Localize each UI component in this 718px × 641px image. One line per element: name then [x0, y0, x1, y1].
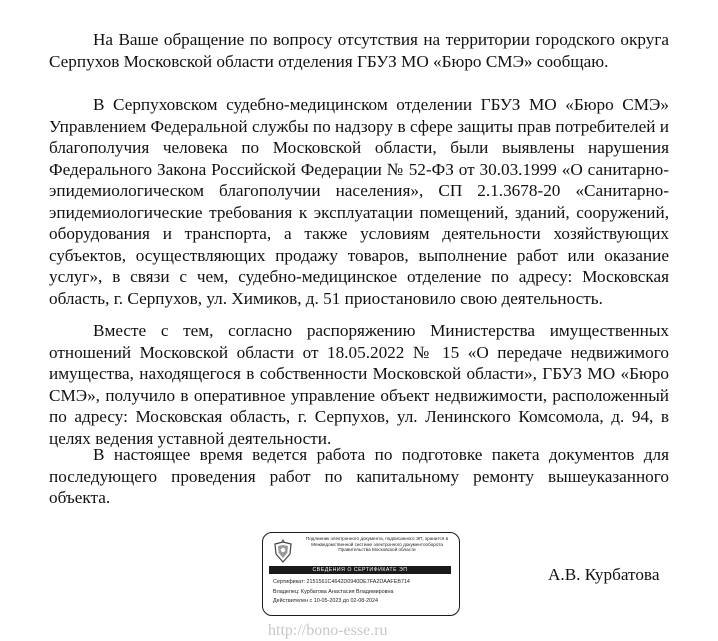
signer-name: А.В. Курбатова: [548, 565, 660, 584]
electronic-signature-stamp: [262, 532, 460, 616]
paragraph-4: В настоящее время ведется работа по подготовке пакета документов для последующего проведения работ по капитальному ремонту вышеуказанного объекта.: [49, 445, 669, 507]
certificate-owner: Владелец: Курбатова Анастасия Владимировна: [273, 588, 394, 595]
watermark: http://bono-esse.ru: [268, 622, 388, 639]
stamp-title: СВЕДЕНИЯ О СЕРТИФИКАТЕ ЭП: [269, 566, 451, 574]
paragraph-2: В Серпуховском судебно-медицинском отделении ГБУЗ МО «Бюро СМЭ» Управлением Федеральной службы по надзору в сфере защиты прав потребителей и благополучия человека по Московской области, были выявлены нарушения Федерального Закона Российской Федерации № 52-ФЗ от 30.03.1999 «О санитарно-эпидемиологическом благополучии населения», СП 2.1.3678-20 «Санитарно-эпидемиологические требования к эксплуатации помещений, зданий, сооружений, оборудования и транспорта, а также условиям деятельности хозяйствующих субъектов, осуществляющих продажу товаров, выполнение работ или оказание услуг», в связи с чем, судебно-медицинское отделение по адресу: Московская область, г. Серпухов, ул. Химиков, д. 51 приостановило свою деятельность.: [49, 95, 669, 308]
coat-of-arms-icon: [272, 537, 294, 563]
paragraph-1: На Ваше обращение по вопросу отсутствия на территории городского округа Серпухов Московской области отделения ГБУЗ МО «Бюро СМЭ» сообщаю.: [49, 30, 669, 71]
certificate-validity: Действителен с 10-05-2023 до 02-08-2024: [273, 598, 379, 604]
paragraph-3: Вместе с тем, согласно распоряжению Министерства имущественных отношений Московской области от 18.05.2022 № 15 «О передаче недвижимого имущества, находящегося в собственности Московской области», ГБУЗ МО «Бюро СМЭ», получило в оперативное управление объект недвижимости, расположенный по адресу: Московская область, г. Серпухов, ул. Ленинского Комсомола, д. 94, в целях ведения уставной деятельности.: [49, 321, 669, 448]
stamp-header: Подлинник электронного документа, подписанного ЭП, хранится в Межведомственной системе электронного документооборота Правительства Московской области: [305, 536, 449, 553]
certificate-number: Сертификат: 2151561C4642D0940DE7FA2DAAFEB714: [273, 579, 410, 585]
